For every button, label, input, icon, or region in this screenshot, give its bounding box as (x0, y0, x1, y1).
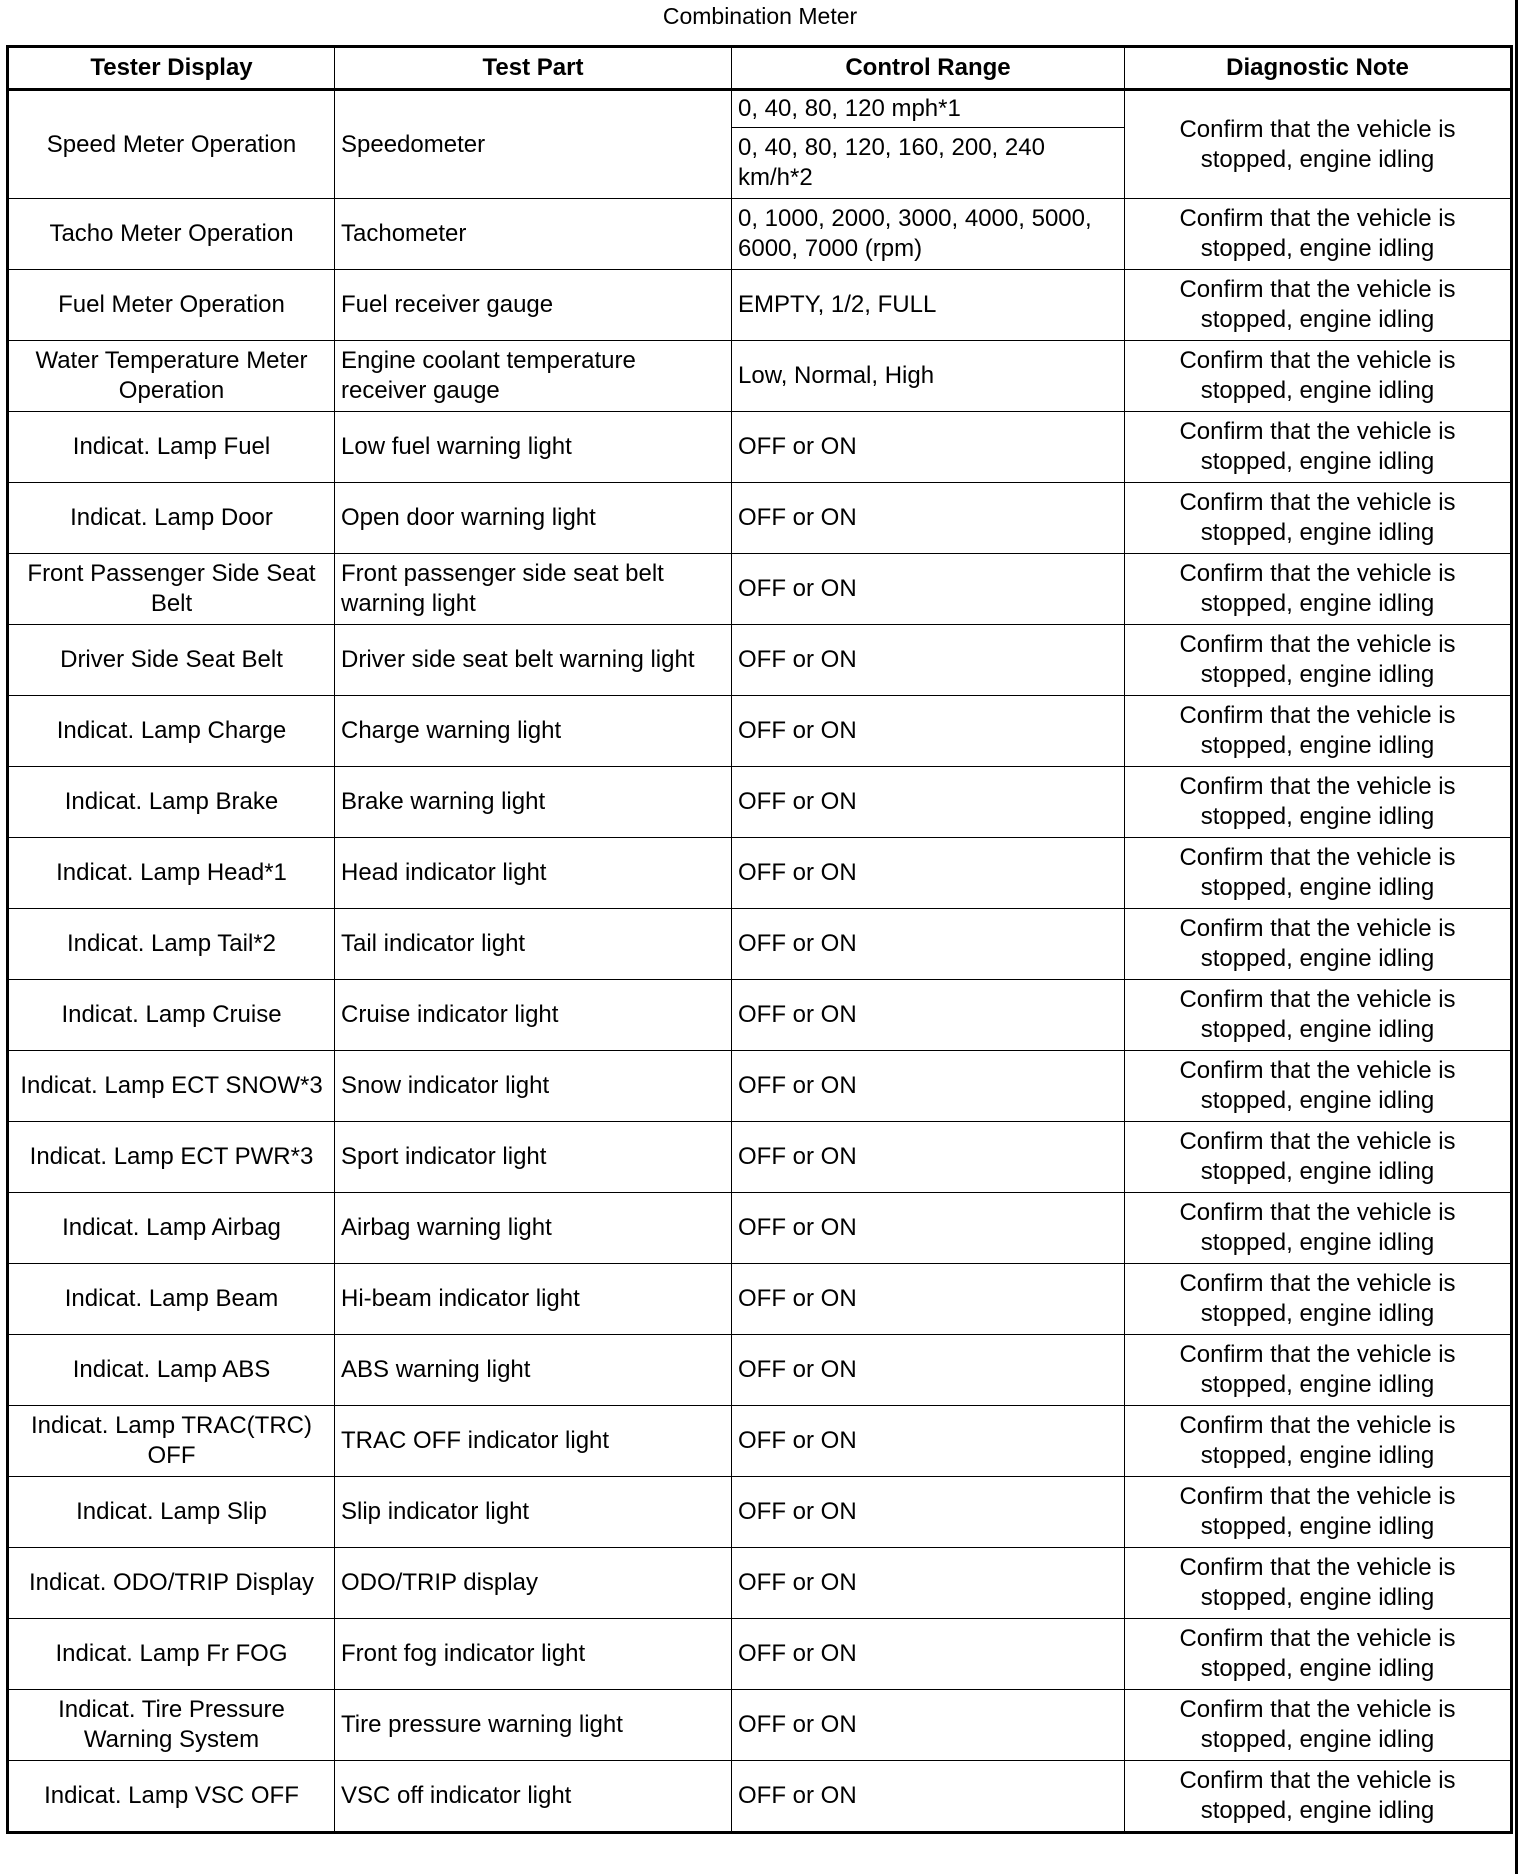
control-range-cell: OFF or ON (732, 412, 1125, 483)
control-range-cell: OFF or ON (732, 1122, 1125, 1193)
table-row (8, 1122, 1512, 1193)
table-row (8, 696, 1512, 767)
table-row (8, 1761, 1512, 1833)
table-row (8, 767, 1512, 838)
control-range-cell: OFF or ON (732, 1761, 1125, 1833)
table-row (8, 1477, 1512, 1548)
test-part-cell: Brake warning light (335, 767, 732, 838)
diagnostic-note-cell: Confirm that the vehicle is stopped, engine idling (1125, 1051, 1512, 1122)
tester-display-cell: Driver Side Seat Belt (8, 625, 335, 696)
diagnostic-note-cell: Confirm that the vehicle is stopped, engine idling (1125, 909, 1512, 980)
diagnostic-note-cell: Confirm that the vehicle is stopped, engine idling (1125, 1477, 1512, 1548)
control-range-cell: OFF or ON (732, 554, 1125, 625)
table-row (8, 838, 1512, 909)
test-part-cell: Speedometer (335, 90, 732, 199)
test-part-cell: Low fuel warning light (335, 412, 732, 483)
table-row (8, 625, 1512, 696)
test-part-cell: Front fog indicator light (335, 1619, 732, 1690)
test-part-cell: Tail indicator light (335, 909, 732, 980)
control-range-cell: OFF or ON (732, 980, 1125, 1051)
table-row (8, 1264, 1512, 1335)
table-row (8, 1406, 1512, 1477)
diagnostic-note-cell: Confirm that the vehicle is stopped, engine idling (1125, 1548, 1512, 1619)
table-row (8, 1548, 1512, 1619)
tester-display-cell: Indicat. Lamp Tail*2 (8, 909, 335, 980)
test-part-cell: Tachometer (335, 199, 732, 270)
table-row (8, 1335, 1512, 1406)
diagnostic-note-cell: Confirm that the vehicle is stopped, engine idling (1125, 341, 1512, 412)
table-header-row (8, 47, 1512, 90)
tester-display-cell: Indicat. Lamp Head*1 (8, 838, 335, 909)
test-part-cell: Hi-beam indicator light (335, 1264, 732, 1335)
page-edge-rule (1515, 0, 1518, 1874)
table-row (8, 90, 1512, 128)
tester-display-cell: Indicat. Tire Pressure Warning System (8, 1690, 335, 1761)
tester-display-cell: Indicat. ODO/TRIP Display (8, 1548, 335, 1619)
test-part-cell: Open door warning light (335, 483, 732, 554)
test-part-cell: Sport indicator light (335, 1122, 732, 1193)
test-part-cell: ABS warning light (335, 1335, 732, 1406)
tester-display-cell: Indicat. Lamp Fr FOG (8, 1619, 335, 1690)
diagnostic-note-cell: Confirm that the vehicle is stopped, engine idling (1125, 1122, 1512, 1193)
table-row (8, 483, 1512, 554)
diagnostic-note-cell: Confirm that the vehicle is stopped, engine idling (1125, 625, 1512, 696)
control-range-cell: OFF or ON (732, 696, 1125, 767)
test-part-cell: Charge warning light (335, 696, 732, 767)
test-part-cell: ODO/TRIP display (335, 1548, 732, 1619)
test-part-cell: Front passenger side seat belt warning light (335, 554, 732, 625)
control-range-cell: OFF or ON (732, 1051, 1125, 1122)
tester-display-cell: Indicat. Lamp Charge (8, 696, 335, 767)
header-diagnostic-note: Diagnostic Note (1125, 47, 1512, 90)
diagnostic-note-cell: Confirm that the vehicle is stopped, engine idling (1125, 980, 1512, 1051)
diagnostic-note-cell: Confirm that the vehicle is stopped, engine idling (1125, 1193, 1512, 1264)
header-tester-display: Tester Display (8, 47, 335, 90)
table-row (8, 1619, 1512, 1690)
test-part-cell: Fuel receiver gauge (335, 270, 732, 341)
control-range-cell: OFF or ON (732, 1690, 1125, 1761)
tester-display-cell: Fuel Meter Operation (8, 270, 335, 341)
table-row (8, 1051, 1512, 1122)
diagnostic-note-cell: Confirm that the vehicle is stopped, engine idling (1125, 1761, 1512, 1833)
table-row (8, 980, 1512, 1051)
test-part-cell: Engine coolant temperature receiver gauge (335, 341, 732, 412)
diagnostic-note-cell: Confirm that the vehicle is stopped, engine idling (1125, 554, 1512, 625)
tester-display-cell: Indicat. Lamp Cruise (8, 980, 335, 1051)
test-part-cell: Snow indicator light (335, 1051, 732, 1122)
header-control-range: Control Range (732, 47, 1125, 90)
combination-meter-table (6, 45, 1513, 1834)
control-range-cell: Low, Normal, High (732, 341, 1125, 412)
tester-display-cell: Indicat. Lamp TRAC(TRC) OFF (8, 1406, 335, 1477)
diagnostic-note-cell: Confirm that the vehicle is stopped, engine idling (1125, 483, 1512, 554)
test-part-cell: Slip indicator light (335, 1477, 732, 1548)
table-row (8, 341, 1512, 412)
control-range-cell: OFF or ON (732, 1477, 1125, 1548)
tester-display-cell: Front Passenger Side Seat Belt (8, 554, 335, 625)
tester-display-cell: Indicat. Lamp Airbag (8, 1193, 335, 1264)
table-row (8, 554, 1512, 625)
control-range-cell: OFF or ON (732, 483, 1125, 554)
control-range-cell: OFF or ON (732, 1264, 1125, 1335)
test-part-cell: VSC off indicator light (335, 1761, 732, 1833)
page-title: Combination Meter (662, 3, 858, 29)
tester-display-cell: Indicat. Lamp VSC OFF (8, 1761, 335, 1833)
diagnostic-note-cell: Confirm that the vehicle is stopped, engine idling (1125, 1690, 1512, 1761)
control-range-cell: 0, 40, 80, 120, 160, 200, 240 km/h*2 (732, 128, 1125, 199)
control-range-cell: 0, 40, 80, 120 mph*1 (732, 90, 1125, 128)
control-range-cell: OFF or ON (732, 1406, 1125, 1477)
tester-display-cell: Speed Meter Operation (8, 90, 335, 199)
test-part-cell: Airbag warning light (335, 1193, 732, 1264)
diagnostic-note-cell: Confirm that the vehicle is stopped, engine idling (1125, 1264, 1512, 1335)
tester-display-cell: Indicat. Lamp Beam (8, 1264, 335, 1335)
table-row (8, 412, 1512, 483)
tester-display-cell: Water Temperature Meter Operation (8, 341, 335, 412)
control-range-cell: OFF or ON (732, 1193, 1125, 1264)
tester-display-cell: Indicat. Lamp Brake (8, 767, 335, 838)
control-range-cell: OFF or ON (732, 909, 1125, 980)
tester-display-cell: Indicat. Lamp ECT PWR*3 (8, 1122, 335, 1193)
test-part-cell: TRAC OFF indicator light (335, 1406, 732, 1477)
test-part-cell: Tire pressure warning light (335, 1690, 732, 1761)
diagnostic-note-cell: Confirm that the vehicle is stopped, engine idling (1125, 767, 1512, 838)
diagnostic-note-cell: Confirm that the vehicle is stopped, engine idling (1125, 1619, 1512, 1690)
tester-display-cell: Indicat. Lamp Slip (8, 1477, 335, 1548)
control-range-cell: OFF or ON (732, 1548, 1125, 1619)
control-range-cell: OFF or ON (732, 767, 1125, 838)
table-row (8, 909, 1512, 980)
table-row (8, 1193, 1512, 1264)
test-part-cell: Cruise indicator light (335, 980, 732, 1051)
tester-display-cell: Indicat. Lamp Fuel (8, 412, 335, 483)
table-row (8, 1690, 1512, 1761)
tester-display-cell: Indicat. Lamp Door (8, 483, 335, 554)
test-part-cell: Head indicator light (335, 838, 732, 909)
diagnostic-note-cell: Confirm that the vehicle is stopped, engine idling (1125, 199, 1512, 270)
control-range-cell: 0, 1000, 2000, 3000, 4000, 5000, 6000, 7000 (rpm) (732, 199, 1125, 270)
table-row (8, 199, 1512, 270)
diagnostic-note-cell: Confirm that the vehicle is stopped, engine idling (1125, 838, 1512, 909)
diagnostic-note-cell: Confirm that the vehicle is stopped, engine idling (1125, 90, 1512, 199)
table-row (8, 270, 1512, 341)
control-range-cell: OFF or ON (732, 838, 1125, 909)
diagnostic-note-cell: Confirm that the vehicle is stopped, engine idling (1125, 696, 1512, 767)
control-range-cell: OFF or ON (732, 1619, 1125, 1690)
test-part-cell: Driver side seat belt warning light (335, 625, 732, 696)
control-range-cell: EMPTY, 1/2, FULL (732, 270, 1125, 341)
tester-display-cell: Indicat. Lamp ECT SNOW*3 (8, 1051, 335, 1122)
diagnostic-note-cell: Confirm that the vehicle is stopped, engine idling (1125, 270, 1512, 341)
table-body (8, 90, 1512, 1833)
tester-display-cell: Tacho Meter Operation (8, 199, 335, 270)
control-range-cell: OFF or ON (732, 625, 1125, 696)
diagnostic-note-cell: Confirm that the vehicle is stopped, engine idling (1125, 1335, 1512, 1406)
diagnostic-note-cell: Confirm that the vehicle is stopped, engine idling (1125, 1406, 1512, 1477)
tester-display-cell: Indicat. Lamp ABS (8, 1335, 335, 1406)
control-range-cell: OFF or ON (732, 1335, 1125, 1406)
header-test-part: Test Part (335, 47, 732, 90)
diagnostic-note-cell: Confirm that the vehicle is stopped, engine idling (1125, 412, 1512, 483)
